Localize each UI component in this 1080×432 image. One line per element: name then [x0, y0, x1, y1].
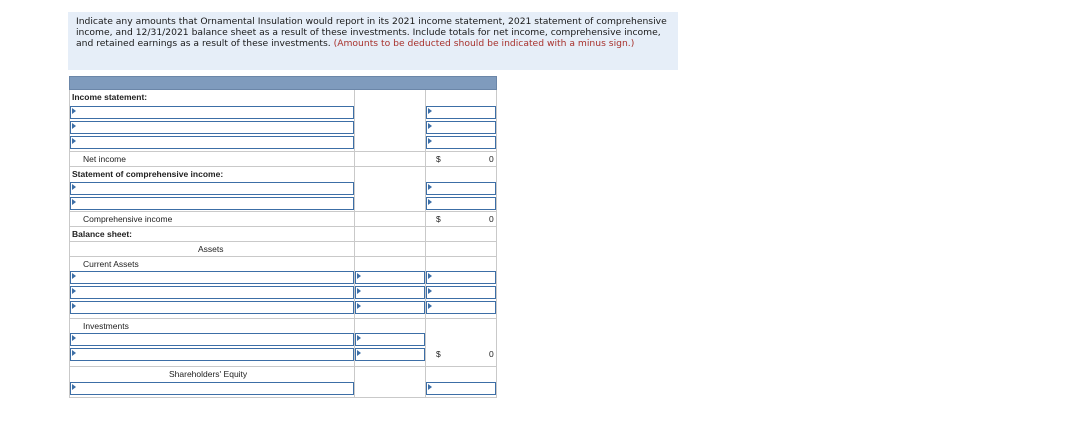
- current-assets-total-input-3[interactable]: [426, 301, 496, 314]
- soci-heading: Statement of comprehensive income:: [72, 169, 224, 179]
- comprehensive-income-currency: $: [436, 214, 441, 224]
- income-statement-header-row: [69, 90, 497, 105]
- soci-header-row: [69, 166, 497, 182]
- income-account-select-3[interactable]: [70, 136, 354, 149]
- equity-amount-input-1[interactable]: [426, 382, 496, 395]
- investments-input-row-1: [69, 332, 497, 347]
- investments-account-select-1[interactable]: [70, 333, 354, 346]
- current-assets-account-select-2[interactable]: [70, 286, 354, 299]
- income-amount-input-3[interactable]: [426, 136, 496, 149]
- instructions-box: [68, 12, 678, 70]
- current-assets-amount-input-3[interactable]: [355, 301, 425, 314]
- current-assets-input-row-1: [69, 270, 497, 285]
- income-amount-input-1[interactable]: [426, 106, 496, 119]
- current-assets-amount-input-2[interactable]: [355, 286, 425, 299]
- net-income-currency: $: [436, 154, 441, 164]
- table-header-bar: [69, 76, 497, 90]
- assets-row: [69, 241, 497, 257]
- investments-total-value: 0: [489, 349, 494, 359]
- comprehensive-income-label: Comprehensive income: [83, 214, 173, 224]
- soci-row-2: [69, 196, 497, 211]
- investments-account-select-2[interactable]: [70, 348, 354, 361]
- current-assets-total-input-2[interactable]: [426, 286, 496, 299]
- shareholders-equity-label: Shareholders' Equity: [169, 369, 248, 379]
- current-assets-total-input-1[interactable]: [426, 271, 496, 284]
- soci-account-select-1[interactable]: [70, 182, 354, 195]
- current-assets-account-select-3[interactable]: [70, 301, 354, 314]
- income-row-2: [69, 120, 497, 135]
- net-income-value: 0: [489, 154, 494, 164]
- investments-amount-input-2[interactable]: [355, 348, 425, 361]
- shareholders-equity-row: [69, 366, 497, 382]
- income-account-select-1[interactable]: [70, 106, 354, 119]
- current-assets-input-row-2: [69, 285, 497, 300]
- investments-total-currency: $: [436, 349, 441, 359]
- balance-sheet-heading: Balance sheet:: [72, 229, 132, 239]
- instructions-note: (Amounts to be deducted should be indicated with a minus sign.): [333, 38, 635, 49]
- investments-amount-input-1[interactable]: [355, 333, 425, 346]
- investments-input-row-2: [69, 347, 497, 362]
- income-row-3: [69, 135, 497, 150]
- soci-account-select-2[interactable]: [70, 197, 354, 210]
- equity-account-select-1[interactable]: [70, 382, 354, 395]
- current-assets-label: Current Assets: [83, 259, 139, 269]
- soci-amount-input-2[interactable]: [426, 197, 496, 210]
- net-income-label: Net income: [83, 154, 126, 164]
- comprehensive-income-row: [69, 211, 497, 227]
- net-income-row: [69, 151, 497, 167]
- income-amount-input-2[interactable]: [426, 121, 496, 134]
- table-bottom-border: [69, 397, 497, 398]
- balance-sheet-header-row: [69, 226, 497, 242]
- comprehensive-income-value: 0: [489, 214, 494, 224]
- income-account-select-2[interactable]: [70, 121, 354, 134]
- current-assets-account-select-1[interactable]: [70, 271, 354, 284]
- equity-input-row-1: [69, 381, 497, 396]
- income-row-1: [69, 105, 497, 120]
- instructions-text: Indicate any amounts that Ornamental Insulation would report in its 2021 income statement, 2021 statement of comprehensive income, and 12/31/2021 balance sheet as a result of these investments. Include totals for net income, comprehensive income, and retained earnings as a result of these investments.: [76, 16, 667, 49]
- current-assets-amount-input-1[interactable]: [355, 271, 425, 284]
- investments-label: Investments: [83, 321, 129, 331]
- assets-label: Assets: [198, 244, 224, 254]
- current-assets-input-row-3: [69, 300, 497, 315]
- income-statement-heading: Income statement:: [72, 92, 148, 102]
- soci-amount-input-1[interactable]: [426, 182, 496, 195]
- soci-row-1: [69, 181, 497, 196]
